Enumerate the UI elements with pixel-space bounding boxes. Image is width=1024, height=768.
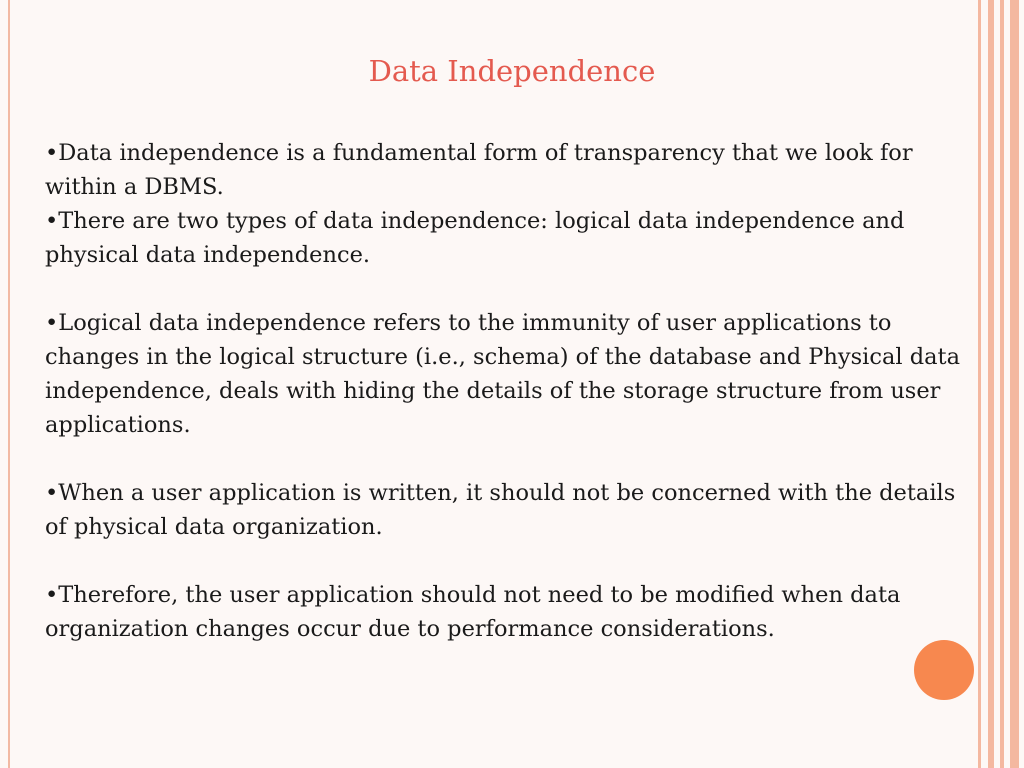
bullet-1: •Data independence is a fundamental form of transparency that we look for within a DBMS. xyxy=(45,140,913,200)
bullet-5: •Therefore, the user application should not need to be modified when data organization changes occur due to performance considerations. xyxy=(45,582,901,642)
bullet-4: •When a user application is written, it should not be concerned with the details of physical data organization. xyxy=(45,480,956,540)
bullet-3: •Logical data independence refers to the immunity of user applications to changes in the logical structure (i.e., schema) of the database and Physical data independence, deals with hiding the details of the storage structure from user applications. xyxy=(45,310,960,438)
slide-body xyxy=(45,136,965,646)
decorative-circle xyxy=(914,640,974,700)
left-border-line xyxy=(8,0,10,768)
bullet-2: •There are two types of data independence: logical data independence and physical data independence. xyxy=(45,208,905,268)
slide-title: Data Independence xyxy=(368,54,656,88)
right-border-stripes xyxy=(978,0,1024,768)
